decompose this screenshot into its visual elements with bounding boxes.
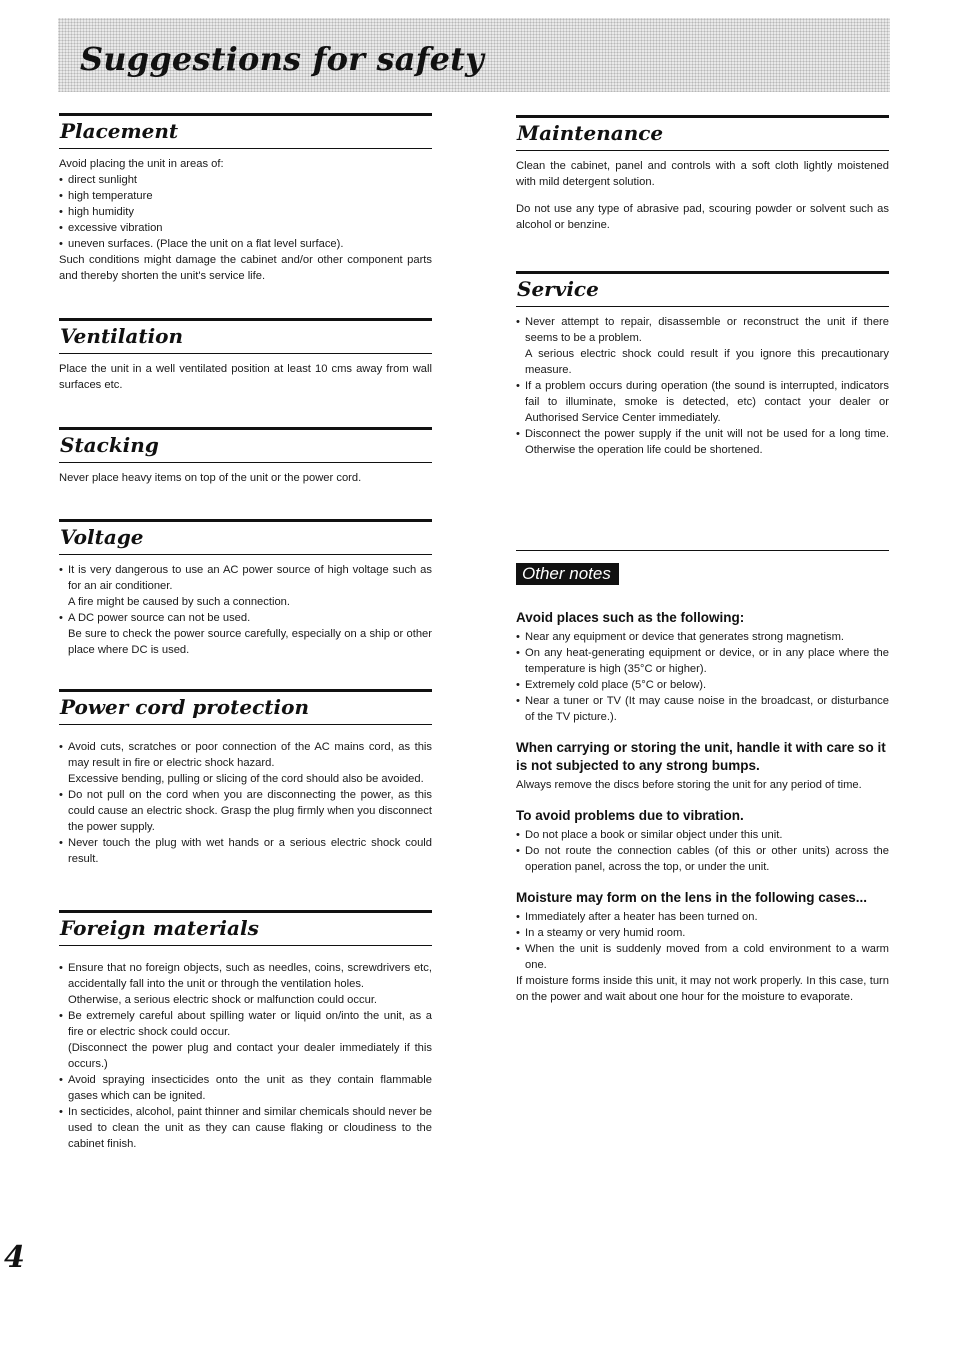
list-item: • Do not place a book or similar object under this unit. (516, 827, 889, 843)
list-item: • When the unit is suddenly moved from a cold environment to a warm one. (516, 941, 889, 973)
page-number: 4 (4, 1240, 25, 1275)
moisture-title: Moisture may form on the lens in the following cases... (516, 890, 868, 905)
section-heading: Stacking (60, 433, 159, 457)
moisture-text: If moisture forms inside this unit, it may not work properly. In this case, turn on the power and wait about one hour for the moisture to evaporate. (516, 975, 889, 1003)
section-voltage (59, 519, 432, 658)
list-item: • Be extremely careful about spilling water or liquid on/into the unit, as a fire or electric shock could occur. (Disconnect the power plug and contact your dealer immediately if this occurs.) (59, 1008, 432, 1072)
list-item: • Disconnect the power supply if the unit will not be used for a long time. Otherwise the operation life could be shortened. (516, 426, 889, 458)
list-item: • Ensure that no foreign objects, such as needles, coins, screwdrivers etc, accidentally fall into the unit or through the ventilation holes. Otherwise, a serious electric shock or malfunction could occur. (59, 960, 432, 1008)
vibration-title: To avoid problems due to vibration. (516, 808, 744, 823)
page-title: Suggestions for safety (80, 40, 484, 78)
maintenance-text-1: Clean the cabinet, panel and controls with a soft cloth lightly moistened with mild detergent solution. (516, 160, 889, 188)
list-item: • Extremely cold place (5°C or below). (516, 677, 889, 693)
divider (516, 550, 889, 551)
section-heading: Service (517, 277, 599, 301)
list-item: • If a problem occurs during operation (the sound is interrupted, indicators fail to illuminate, smoke is detected, etc) contact your dealer or Authorised Service Center immediately. (516, 378, 889, 426)
section-ventilation (59, 318, 432, 393)
list-item: • A DC power source can not be used. Be sure to check the power source carefully, especially on a ship or other place where DC is used. (59, 610, 432, 658)
list-item: • Do not pull on the cord when you are disconnecting the power, as this could cause an electric shock. Grasp the plug firmly when you disconnect the power supply. (59, 787, 432, 835)
section-service (516, 271, 889, 458)
list-item: • direct sunlight (59, 172, 432, 188)
list-item: • Do not route the connection cables (of this or other units) across the operation panel, across the top, or under the unit. (516, 843, 889, 875)
section-other-notes (516, 609, 889, 1005)
list-item: • excessive vibration (59, 220, 432, 236)
list-item: • high humidity (59, 204, 432, 220)
list-item: • In a steamy or very humid room. (516, 925, 889, 941)
section-power-cord (59, 689, 432, 867)
list-item: • Avoid spraying insecticides onto the unit as they contain flammable gases which can be ignited. (59, 1072, 432, 1104)
section-heading: Maintenance (517, 121, 664, 145)
section-heading: Voltage (60, 525, 144, 549)
section-placement (59, 113, 432, 284)
list-item: • Near a tuner or TV (It may cause noise in the broadcast, or disturbance of the TV picture.). (516, 693, 889, 725)
stacking-text: Never place heavy items on top of the unit or the power cord. (59, 472, 362, 484)
section-heading: Power cord protection (60, 695, 310, 719)
carrying-title: When carrying or storing the unit, handle it with care so it is not subjected to any strong bumps. (516, 740, 886, 773)
section-maintenance (516, 115, 889, 233)
section-stacking (59, 427, 432, 486)
list-item: • Avoid cuts, scratches or poor connection of the AC mains cord, as this may result in fire or electric shock hazard. Excessive bending, pulling or slicing of the cord should also be avoided. (59, 739, 432, 787)
avoid-places-title: Avoid places such as the following: (516, 610, 745, 625)
list-item: • It is very dangerous to use an AC power source of high voltage such as for an air conditioner. A fire might be caused by such a connection. (59, 562, 432, 610)
section-heading: Ventilation (60, 324, 184, 348)
section-heading: Foreign materials (60, 916, 259, 940)
list-item: • On any heat-generating equipment or device, or in any place where the temperature is high (35°C or higher). (516, 645, 889, 677)
list-item: • Near any equipment or device that generates strong magnetism. (516, 629, 889, 645)
list-item: • high temperature (59, 188, 432, 204)
title-banner (58, 18, 890, 92)
list-item: • Immediately after a heater has been turned on. (516, 909, 889, 925)
list-item: • Never touch the plug with wet hands or a serious electric shock could result. (59, 835, 432, 867)
maintenance-text-2: Do not use any type of abrasive pad, scouring powder or solvent such as alcohol or benzine. (516, 203, 889, 231)
placement-note: Such conditions might damage the cabinet and/or other component parts and thereby shorten the unit's service life. (59, 254, 432, 282)
list-item: • Never attempt to repair, disassemble or reconstruct the unit if there seems to be a problem. A serious electric shock could result if you ignore this precautionary measure. (516, 314, 889, 378)
carrying-text: Always remove the discs before storing the unit for any period of time. (516, 779, 862, 791)
ventilation-text: Place the unit in a well ventilated position at least 10 cms away from wall surfaces etc. (59, 363, 432, 391)
placement-intro: Avoid placing the unit in areas of: (59, 158, 224, 170)
other-notes-heading: Other notes (516, 563, 619, 585)
list-item: • uneven surfaces. (Place the unit on a flat level surface). (59, 236, 432, 252)
list-item: • In secticides, alcohol, paint thinner and similar chemicals should never be used to clean the unit as they can cause flaking or cloudiness to the cabinet finish. (59, 1104, 432, 1152)
section-heading: Placement (60, 119, 179, 143)
section-foreign-materials (59, 910, 432, 1152)
